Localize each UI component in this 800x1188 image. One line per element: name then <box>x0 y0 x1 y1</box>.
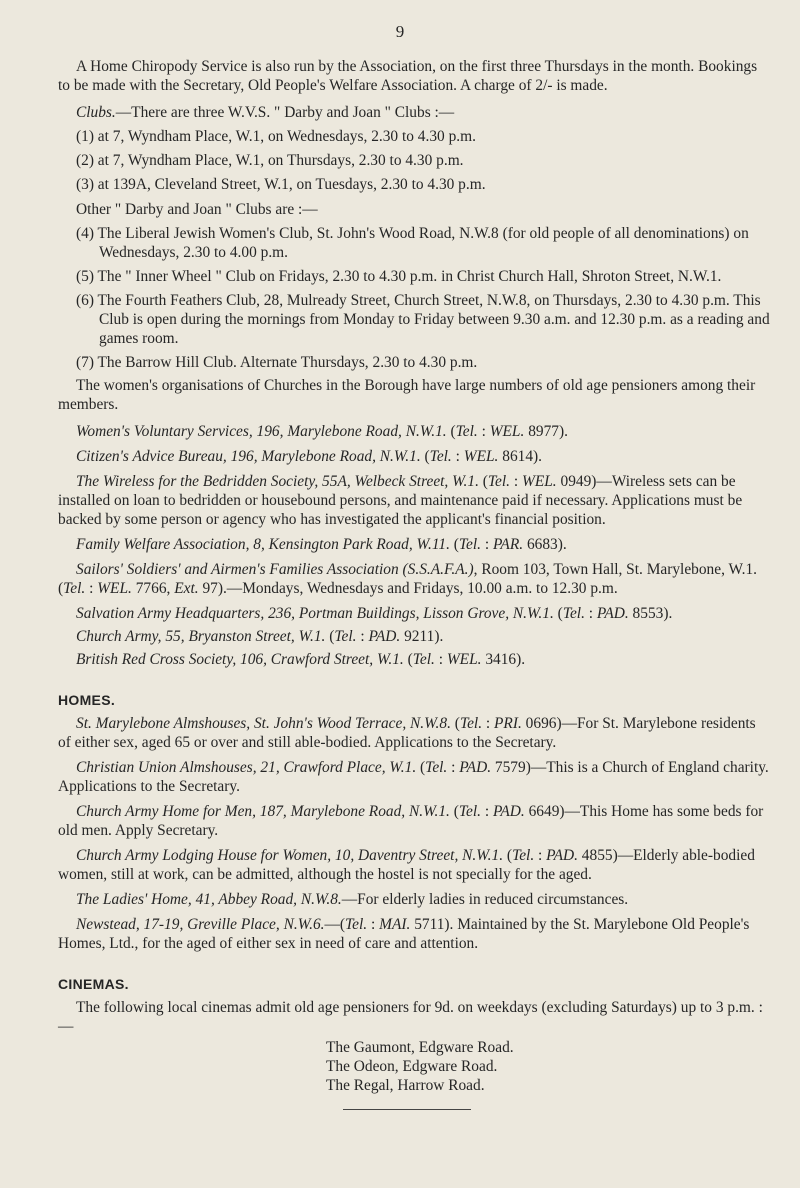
org-name: Salvation Army Headquarters, 236, Portman Buildings, Lisson Grove, N.W.1. <box>76 605 554 622</box>
tel-exchange: PAD. <box>596 605 629 622</box>
org-name: Sailors' Soldiers' and Airmen's Families Association (S.S.A.F.A.) <box>76 561 474 578</box>
tel-exchange: PAD. <box>368 628 401 645</box>
home-name: Church Army Lodging House for Women, 10, Daventry Street, N.W.1. <box>76 847 504 864</box>
home-entry: Church Army Lodging House for Women, 10, Daventry Street, N.W.1. (Tel. : PAD. 4855)—Elderly able-bodied women, still at work, can be admitted, although the hostel is not specially for the aged. <box>58 847 755 883</box>
club-item: (2) at 7, Wyndham Place, W.1, on Thursdays, 2.30 to 4.30 p.m. <box>76 152 464 169</box>
org-entry: Church Army, 55, Bryanston Street, W.1. (Tel. : PAD. 9211). <box>76 628 444 645</box>
home-description: —For elderly ladies in reduced circumstances. <box>341 891 629 908</box>
org-description: —Wireless sets can be installed on loan to bedridden or housebound persons, and maintenance paid if necessary. Applications must be backed by some person or agency who has investigated the applicant's financial position. <box>58 473 743 528</box>
home-description: —This Home has some beds for old men. Apply Secretary. <box>58 803 764 839</box>
org-name: British Red Cross Society, 106, Crawford Street, W.1. <box>76 651 404 668</box>
home-name: Newstead, 17-19, Greville Place, N.W.6. <box>76 916 325 933</box>
org-name: Women's Voluntary Services, 196, Marylebone Road, N.W.1. <box>76 423 447 440</box>
clubs-label: Clubs. <box>76 104 116 121</box>
ext-number: 97 <box>202 580 218 597</box>
tel-exchange: PRI. <box>494 715 522 732</box>
home-entry: St. Marylebone Almshouses, St. John's Wood Terrace, N.W.8. (Tel. : PRI. 0696)—For St. Marylebone residents of either sex, aged 65 or over and still able-bodied. Applications to the Secretary. <box>58 715 756 751</box>
homes-heading: HOMES. <box>58 692 116 708</box>
tel-label: Tel. <box>334 628 357 645</box>
org-name: Church Army, 55, Bryanston Street, W.1. <box>76 628 326 645</box>
org-entry: Salvation Army Headquarters, 236, Portman Buildings, Lisson Grove, N.W.1. (Tel. : PAD. 8553). <box>76 605 673 622</box>
club-item: (5) The " Inner Wheel " Club on Fridays, 2.30 to 4.30 p.m. in Christ Church Hall, Shroton Street, N.W.1. <box>76 268 722 285</box>
org-entry: Citizen's Advice Bureau, 196, Marylebone Road, N.W.1. (Tel. : WEL. 8614). <box>76 448 543 465</box>
ext-label: Ext. <box>174 580 199 597</box>
org-name: Citizen's Advice Bureau, 196, Marylebone Road, N.W.1. <box>76 448 421 465</box>
cinema-list <box>326 1038 770 1095</box>
clubs-paragraph <box>58 103 770 122</box>
tel-label: Tel. <box>455 423 478 440</box>
tel-label: Tel. <box>458 803 481 820</box>
cinema-item: The Odeon, Edgware Road. <box>326 1058 498 1075</box>
tel-number: 7766, <box>135 580 175 597</box>
tel-exchange: PAD. <box>492 803 525 820</box>
tel-label: Tel. <box>345 916 368 933</box>
org-entry: British Red Cross Society, 106, Crawford Street, W.1. (Tel. : WEL. 3416). <box>76 651 526 668</box>
page-content <box>58 57 770 1110</box>
club-item: (1) at 7, Wyndham Place, W.1, on Wednesdays, 2.30 to 4.30 p.m. <box>76 128 476 145</box>
home-name: St. Marylebone Almshouses, St. John's Wood Terrace, N.W.8. <box>76 715 451 732</box>
tel-number: 0696 <box>525 715 557 732</box>
tel-exchange: WEL. <box>97 580 132 597</box>
tel-label: Tel. <box>459 715 483 732</box>
chiropody-paragraph: A Home Chiropody Service is also run by the Association, on the first three Thursdays in the month. Bookings to be made with the Secretary, Old People's Welfare Association. A charge of 2/- is made. <box>58 58 758 94</box>
tel-label: Tel. <box>562 605 585 622</box>
home-name: Church Army Home for Men, 187, Marylebone Road, N.W.1. <box>76 803 450 820</box>
home-entry: Christian Union Almshouses, 21, Crawford Place, W.1. (Tel. : PAD. 7579)—This is a Church of England charity. Applications to the Secretary. <box>58 759 769 795</box>
churches-paragraph: The women's organisations of Churches in the Borough have large numbers of old age pensioners among their members. <box>58 377 756 413</box>
tel-label: Tel. <box>429 448 452 465</box>
home-description: —For St. Marylebone residents of either sex, aged 65 or over and still able-bodied. Applications to the Secretary. <box>58 715 756 751</box>
org-name: Family Welfare Association, 8, Kensington Park Road, W.11. <box>76 536 450 553</box>
other-clubs-paragraph: Other " Darby and Joan " Clubs are :— <box>76 201 318 218</box>
tel-label: Tel. <box>487 473 511 490</box>
cinema-item: The Regal, Harrow Road. <box>326 1077 485 1094</box>
tel-exchange: PAD. <box>546 847 578 864</box>
home-entry <box>58 890 770 909</box>
cinema-item: The Gaumont, Edgware Road. <box>326 1039 514 1056</box>
org-entry: The Wireless for the Bedridden Society, 55A, Welbeck Street, W.1. (Tel. : WEL. 0949)—Wireless sets can be installed on loan to bedridden or housebound persons, and maintenance paid if necessary. Applications must be backed by some person or agency who has investigated the applicant's financial position. <box>58 473 743 528</box>
tel-number: 5711 <box>414 916 445 933</box>
tel-label: Tel. <box>458 536 482 553</box>
home-description: —Elderly able-bodied women, still at work, can be admitted, although the hostel is not specially for the aged. <box>58 847 755 883</box>
tel-exchange: WEL. <box>463 448 499 465</box>
club-item: (7) The Barrow Hill Club. Alternate Thursdays, 2.30 to 4.30 p.m. <box>76 354 478 371</box>
tel-number: 6683 <box>526 536 558 553</box>
org-entry: Sailors' Soldiers' and Airmen's Families Association (S.S.A.F.A.), Room 103, Town Hall, St. Marylebone, W.1. (Tel. : WEL. 7766, Ext. 97).—Mondays, Wednesdays and Fridays, 10.00 a.m. to 12.30 p.m. <box>58 561 757 597</box>
tel-exchange: WEL. <box>522 473 557 490</box>
tel-label: Tel. <box>63 580 86 597</box>
tel-number: 7579 <box>494 759 526 776</box>
tel-label: Tel. <box>412 651 435 668</box>
tel-number: 0949 <box>560 473 592 490</box>
home-description: Maintained by the St. Marylebone Old People's Homes, Ltd., for the aged of either sex in need of care and attention. <box>58 916 750 952</box>
org-entry: Women's Voluntary Services, 196, Marylebone Road, N.W.1. (Tel. : WEL. 8977). <box>76 423 568 440</box>
closing-rule <box>343 1109 471 1110</box>
tel-exchange: MAI. <box>379 916 411 933</box>
clubs-text: —There are three W.V.S. " Darby and Joan " Clubs :— <box>115 104 455 121</box>
home-name: Christian Union Almshouses, 21, Crawford Place, W.1. <box>76 759 417 776</box>
org-description: ).—Mondays, Wednesdays and Fridays, 10.00 a.m. to 12.30 p.m. <box>217 580 618 597</box>
org-name: The Wireless for the Bedridden Society, 55A, Welbeck Street, W.1. <box>76 473 479 490</box>
org-entry: Family Welfare Association, 8, Kensington Park Road, W.11. (Tel. : PAR. 6683). <box>76 536 567 553</box>
page-number: 9 <box>395 22 405 41</box>
org-address: , Room 103, Town Hall, St. Marylebone, W.1. ( <box>58 561 757 597</box>
tel-exchange: PAD. <box>459 759 492 776</box>
tel-label: Tel. <box>425 759 448 776</box>
club-item: (3) at 139A, Cleveland Street, W.1, on Tuesdays, 2.30 to 4.30 p.m. <box>76 176 486 193</box>
tel-exchange: WEL. <box>489 423 525 440</box>
home-description: —This is a Church of England charity. Applications to the Secretary. <box>58 759 769 795</box>
cinemas-heading: CINEMAS. <box>58 976 129 992</box>
tel-number: 8977 <box>528 423 559 440</box>
tel-number: 8614 <box>502 448 534 465</box>
tel-number: 6649 <box>528 803 560 820</box>
tel-label: Tel. <box>512 847 535 864</box>
club-item: (4) The Liberal Jewish Women's Club, St. John's Wood Road, N.W.8 (for old people of all denominations) on Wednesdays, 2.30 to 4.00 p.m. <box>76 225 749 261</box>
cinemas-intro: The following local cinemas admit old age pensioners for 9d. on weekdays (excluding Saturdays) up to 3 p.m. :— <box>58 999 763 1035</box>
tel-exchange: PAR. <box>493 536 524 553</box>
tel-exchange: WEL. <box>446 651 482 668</box>
tel-number: 9211 <box>404 628 435 645</box>
home-entry: Church Army Home for Men, 187, Marylebone Road, N.W.1. (Tel. : PAD. 6649)—This Home has some beds for old men. Apply Secretary. <box>58 803 764 839</box>
home-entry: Newstead, 17-19, Greville Place, N.W.6.—(Tel. : MAI. 5711). Maintained by the St. Marylebone Old People's Homes, Ltd., for the aged of either sex in need of care and attention. <box>58 916 750 952</box>
tel-number: 8553 <box>632 605 664 622</box>
tel-number: 4855 <box>581 847 613 864</box>
club-item: (6) The Fourth Feathers Club, 28, Mulready Street, Church Street, N.W.8, on Thursdays, 2.30 to 4.30 p.m. This Club is open during the mornings from Monday to Friday between 9.30 a.m. and 12.30 p.m. as a reading and games room. <box>76 292 770 347</box>
tel-number: 3416 <box>485 651 517 668</box>
home-name: The Ladies' Home, 41, Abbey Road, N.W.8. <box>76 891 342 908</box>
